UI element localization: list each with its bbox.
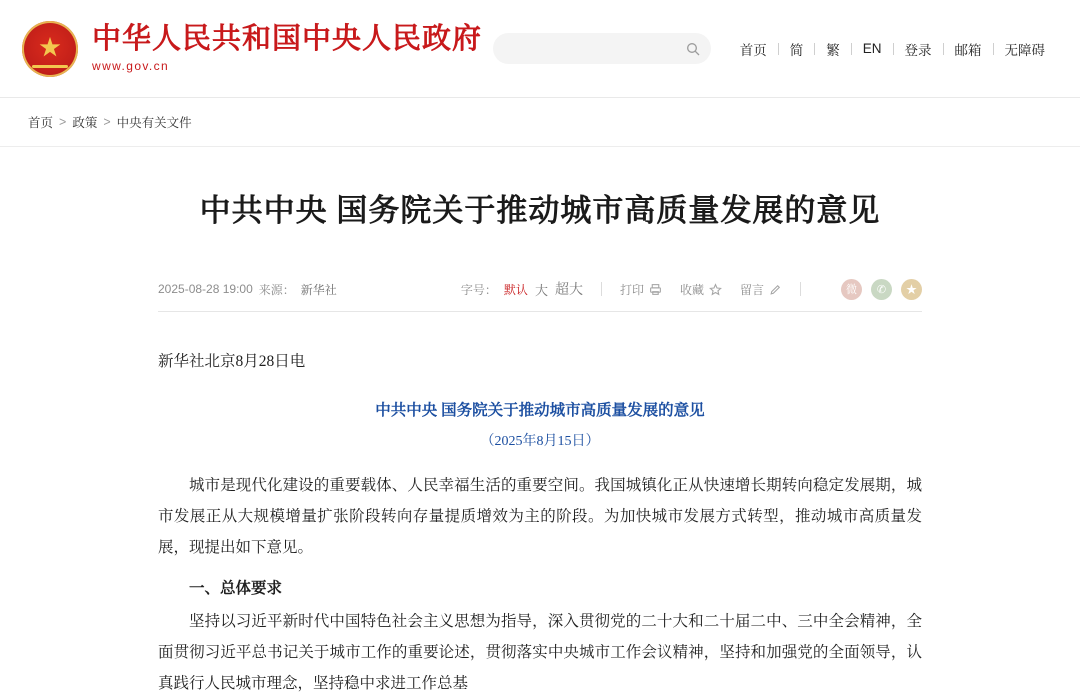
fontsize-option-default[interactable]: 默认	[503, 282, 528, 297]
breadcrumb-separator: >	[59, 115, 67, 129]
header-right	[493, 33, 1056, 64]
document-subtitle: 中共中央 国务院关于推动城市高质量发展的意见	[375, 402, 705, 420]
print-label: 打印	[619, 282, 644, 297]
tools-divider	[800, 282, 801, 296]
paragraph-2: 坚持以习近平新时代中国特色社会主义思想为指导，深入贯彻党的二十大和二十届二中、三中全会精神，全面贯彻习近平总书记关于城市工作的重要论述，贯彻落实中央城市工作会议精神，坚持和加强党的全面领导，认真践行人民城市理念，坚持稳中求进工作总基	[158, 613, 922, 693]
search-box[interactable]	[493, 33, 711, 64]
nav-item-english[interactable]: EN	[862, 41, 882, 56]
fontsize-group	[461, 279, 583, 299]
nav-item-simplified[interactable]: 简	[789, 42, 804, 58]
breadcrumb-separator: >	[103, 115, 111, 129]
article-meta-bar	[158, 267, 922, 312]
fontsize-option-large[interactable]: 大	[534, 282, 548, 298]
header-nav	[729, 39, 1056, 59]
favorite-share-icon[interactable]: ★	[901, 279, 922, 300]
pencil-icon	[769, 283, 782, 296]
article	[0, 191, 1080, 699]
breadcrumb-item-central-documents[interactable]: 中央有关文件	[116, 116, 192, 130]
nav-item-home[interactable]: 首页	[739, 42, 767, 58]
document-date: （2025年8月15日）	[480, 434, 600, 450]
favorite-label: 收藏	[679, 282, 704, 297]
favorite-button[interactable]	[680, 281, 722, 298]
page-title: 中共中央 国务院关于推动城市高质量发展的意见	[199, 193, 881, 228]
breadcrumb	[28, 113, 192, 131]
nav-item-accessibility[interactable]: 无障碍	[1004, 42, 1045, 58]
fontsize-label: 字号：	[460, 282, 497, 297]
print-button[interactable]	[620, 281, 662, 298]
article-body	[158, 346, 922, 699]
search-icon[interactable]	[685, 41, 701, 57]
dateline: 新华社北京8月28日电	[158, 353, 306, 371]
search-input[interactable]	[507, 41, 685, 57]
nav-item-login[interactable]: 登录	[904, 42, 932, 58]
fontsize-option-extra-large[interactable]: 超大	[554, 281, 583, 298]
publish-datetime: 2025-08-28 19:00	[158, 282, 253, 297]
brand-text	[92, 24, 482, 72]
source-label: 来源：	[258, 282, 295, 297]
comment-label: 留言	[739, 282, 764, 297]
nav-item-mail[interactable]: 邮箱	[954, 42, 982, 58]
site-header	[0, 0, 1080, 97]
brand-title: 中华人民共和国中央人民政府	[92, 23, 483, 56]
comment-button[interactable]	[740, 281, 782, 298]
brand-subtitle: www.gov.cn	[92, 58, 170, 73]
nav-item-traditional[interactable]: 繁	[826, 42, 840, 58]
breadcrumb-bar	[0, 97, 1080, 147]
star-icon	[709, 283, 722, 296]
national-emblem-icon	[22, 21, 78, 77]
share-group	[841, 279, 922, 300]
site-brand[interactable]	[22, 21, 482, 77]
printer-icon	[649, 283, 662, 296]
breadcrumb-item-policy[interactable]: 政策	[72, 116, 98, 130]
section-heading-1: 一、总体要求	[189, 580, 283, 598]
article-tools	[461, 279, 922, 300]
wechat-share-icon[interactable]: ✆	[871, 279, 892, 300]
source-name: 新华社	[300, 282, 337, 297]
paragraph-1: 城市是现代化建设的重要载体、人民幸福生活的重要空间。我国城镇化正从快速增长期转向稳定发展期，城市发展正从大规模增量扩张阶段转向存量提质增效为主的阶段。为加快城市发展方式转型，推动城市高质量发展，现提出如下意见。	[158, 477, 922, 557]
tools-divider	[601, 282, 602, 296]
breadcrumb-item-home[interactable]: 首页	[28, 116, 54, 130]
weibo-share-icon[interactable]: 微	[841, 279, 862, 300]
article-meta-left	[158, 281, 337, 298]
